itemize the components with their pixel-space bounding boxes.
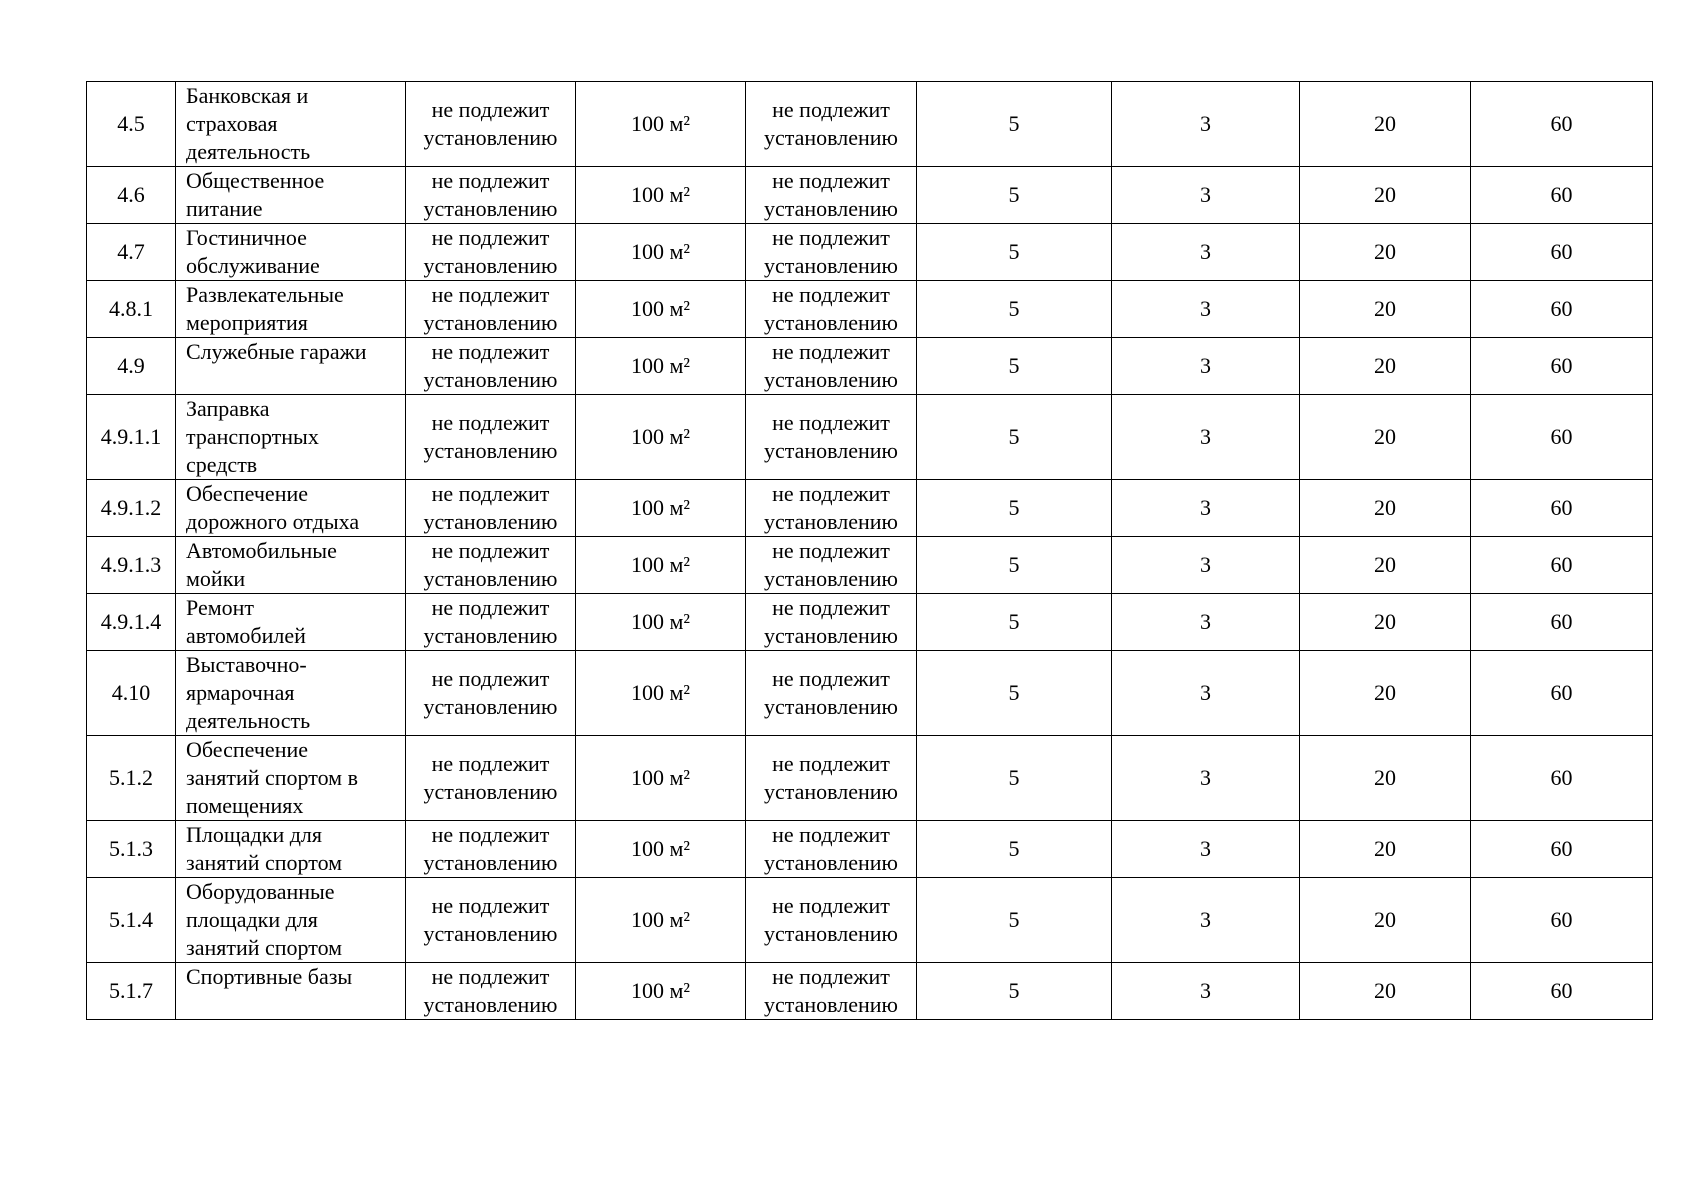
min-setback-cell: 5	[917, 651, 1112, 736]
max-area-cell: 100 м²	[576, 281, 746, 338]
max-height-cell: 20	[1300, 224, 1471, 281]
max-height-cell: 20	[1300, 338, 1471, 395]
code-cell: 4.9.1.4	[87, 594, 176, 651]
min-setback-cell: 5	[917, 537, 1112, 594]
min-width-cell-line: не подлежит	[772, 751, 890, 776]
min-width-cell-line: не подлежит	[772, 481, 890, 506]
table-row	[87, 167, 1653, 224]
max-coverage-cell: 60	[1471, 537, 1653, 594]
min-width-cell-line: не подлежит	[772, 410, 890, 435]
max-height-cell: 20	[1300, 167, 1471, 224]
land-use-name-cell	[176, 537, 406, 594]
code-cell: 4.5	[87, 82, 176, 167]
min-area-cell-line: установлению	[423, 367, 558, 392]
code-cell: 5.1.2	[87, 736, 176, 821]
min-width-cell	[746, 224, 917, 281]
table-row	[87, 594, 1653, 651]
table-row	[87, 224, 1653, 281]
max-coverage-cell: 60	[1471, 594, 1653, 651]
code-cell: 4.9.1.2	[87, 480, 176, 537]
table-row	[87, 395, 1653, 480]
max-height-cell: 20	[1300, 651, 1471, 736]
min-area-cell	[406, 82, 576, 167]
code-cell: 4.9.1.3	[87, 537, 176, 594]
land-use-name-cell	[176, 821, 406, 878]
min-area-cell	[406, 651, 576, 736]
min-setback-cell: 5	[917, 338, 1112, 395]
land-use-name-cell	[176, 594, 406, 651]
max-coverage-cell: 60	[1471, 736, 1653, 821]
max-coverage-cell: 60	[1471, 338, 1653, 395]
min-area-cell	[406, 537, 576, 594]
min-area-cell	[406, 338, 576, 395]
land-use-name-cell-line: Оборудованные	[186, 879, 335, 904]
min-setback-cell: 5	[917, 878, 1112, 963]
min-width-cell	[746, 821, 917, 878]
code-cell: 4.7	[87, 224, 176, 281]
max-area-cell: 100 м²	[576, 480, 746, 537]
min-width-cell-line: не подлежит	[772, 538, 890, 563]
min-area-cell-line: не подлежит	[431, 410, 550, 435]
min-width-cell-line: установлению	[763, 992, 898, 1017]
code-cell: 5.1.7	[87, 963, 176, 1020]
min-area-cell-line: установлению	[423, 125, 558, 150]
land-use-name-cell	[176, 878, 406, 963]
max-coverage-cell: 60	[1471, 167, 1653, 224]
max-floors-cell: 3	[1112, 651, 1300, 736]
max-floors-cell: 3	[1112, 82, 1300, 167]
min-width-cell-line: установлению	[763, 623, 898, 648]
max-coverage-cell: 60	[1471, 82, 1653, 167]
max-floors-cell: 3	[1112, 736, 1300, 821]
min-area-cell-line: установлению	[423, 566, 558, 591]
land-use-name-cell	[176, 224, 406, 281]
min-width-cell-line: не подлежит	[772, 822, 890, 847]
land-use-name-cell-line: деятельность	[186, 708, 311, 733]
land-use-name-cell-line: Площадки для	[186, 822, 323, 847]
min-area-cell-line: установлению	[423, 921, 558, 946]
land-use-name-cell-line: средств	[186, 452, 258, 477]
min-setback-cell: 5	[917, 480, 1112, 537]
min-area-cell	[406, 594, 576, 651]
min-area-cell-line: не подлежит	[431, 964, 550, 989]
min-area-cell-line: установлению	[423, 253, 558, 278]
max-coverage-cell: 60	[1471, 651, 1653, 736]
min-width-cell-line: установлению	[763, 921, 898, 946]
land-use-name-cell-line: занятий спортом в	[186, 765, 358, 790]
min-area-cell-line: не подлежит	[431, 595, 550, 620]
code-cell: 4.8.1	[87, 281, 176, 338]
min-width-cell-line: установлению	[763, 850, 898, 875]
min-width-cell-line: установлению	[763, 253, 898, 278]
land-use-name-cell-line: мойки	[186, 566, 246, 591]
max-height-cell: 20	[1300, 480, 1471, 537]
max-coverage-cell: 60	[1471, 281, 1653, 338]
code-cell: 4.9	[87, 338, 176, 395]
table-row	[87, 651, 1653, 736]
table-row	[87, 821, 1653, 878]
max-area-cell: 100 м²	[576, 821, 746, 878]
table-row	[87, 963, 1653, 1020]
min-width-cell-line: установлению	[763, 310, 898, 335]
min-area-cell-line: установлению	[423, 850, 558, 875]
land-use-name-cell	[176, 281, 406, 338]
max-height-cell: 20	[1300, 281, 1471, 338]
max-height-cell: 20	[1300, 736, 1471, 821]
min-setback-cell: 5	[917, 167, 1112, 224]
min-area-cell	[406, 395, 576, 480]
max-floors-cell: 3	[1112, 480, 1300, 537]
land-use-regulations-table	[86, 81, 1653, 1020]
land-use-name-cell-line: Заправка	[186, 396, 270, 421]
min-area-cell-line: не подлежит	[431, 751, 550, 776]
code-cell: 5.1.4	[87, 878, 176, 963]
max-area-cell: 100 м²	[576, 224, 746, 281]
max-area-cell: 100 м²	[576, 594, 746, 651]
min-width-cell-line: не подлежит	[772, 595, 890, 620]
min-width-cell-line: установлению	[763, 779, 898, 804]
max-floors-cell: 3	[1112, 281, 1300, 338]
min-area-cell-line: не подлежит	[431, 666, 550, 691]
code-cell: 5.1.3	[87, 821, 176, 878]
max-floors-cell: 3	[1112, 594, 1300, 651]
max-coverage-cell: 60	[1471, 395, 1653, 480]
land-use-name-cell-line: Развлекательные	[186, 282, 344, 307]
land-use-name-cell-line: Служебные гаражи	[186, 339, 367, 364]
max-floors-cell: 3	[1112, 878, 1300, 963]
min-setback-cell: 5	[917, 821, 1112, 878]
min-width-cell	[746, 338, 917, 395]
max-floors-cell: 3	[1112, 167, 1300, 224]
min-width-cell-line: не подлежит	[772, 893, 890, 918]
code-cell: 4.10	[87, 651, 176, 736]
table-row	[87, 736, 1653, 821]
min-width-cell-line: не подлежит	[772, 964, 890, 989]
max-coverage-cell: 60	[1471, 878, 1653, 963]
min-width-cell	[746, 594, 917, 651]
min-width-cell	[746, 651, 917, 736]
max-coverage-cell: 60	[1471, 821, 1653, 878]
land-use-name-cell-line: Гостиничное	[186, 225, 307, 250]
max-area-cell: 100 м²	[576, 338, 746, 395]
min-width-cell-line: установлению	[763, 367, 898, 392]
min-area-cell-line: установлению	[423, 438, 558, 463]
land-use-name-cell-line: обслуживание	[186, 253, 320, 278]
min-width-cell	[746, 480, 917, 537]
min-area-cell	[406, 736, 576, 821]
max-floors-cell: 3	[1112, 963, 1300, 1020]
table-row	[87, 281, 1653, 338]
land-use-name-cell-line: Выставочно-	[186, 652, 307, 677]
min-area-cell-line: установлению	[423, 196, 558, 221]
min-width-cell	[746, 736, 917, 821]
min-width-cell-line: не подлежит	[772, 666, 890, 691]
max-height-cell: 20	[1300, 395, 1471, 480]
min-width-cell-line: не подлежит	[772, 339, 890, 364]
min-width-cell	[746, 878, 917, 963]
max-height-cell: 20	[1300, 963, 1471, 1020]
min-width-cell	[746, 82, 917, 167]
land-use-name-cell	[176, 963, 406, 1020]
min-area-cell-line: не подлежит	[431, 893, 550, 918]
min-area-cell-line: не подлежит	[431, 481, 550, 506]
max-area-cell: 100 м²	[576, 878, 746, 963]
land-use-name-cell-line: страховая	[186, 111, 278, 136]
max-floors-cell: 3	[1112, 821, 1300, 878]
min-width-cell	[746, 167, 917, 224]
land-use-name-cell-line: ярмарочная	[186, 680, 295, 705]
land-use-name-cell	[176, 338, 406, 395]
min-area-cell	[406, 480, 576, 537]
min-area-cell-line: установлению	[423, 992, 558, 1017]
land-use-name-cell-line: мероприятия	[186, 310, 308, 335]
min-width-cell	[746, 963, 917, 1020]
max-coverage-cell: 60	[1471, 480, 1653, 537]
min-width-cell	[746, 281, 917, 338]
min-width-cell-line: установлению	[763, 509, 898, 534]
min-area-cell-line: установлению	[423, 694, 558, 719]
min-setback-cell: 5	[917, 281, 1112, 338]
min-area-cell	[406, 224, 576, 281]
max-floors-cell: 3	[1112, 338, 1300, 395]
min-setback-cell: 5	[917, 963, 1112, 1020]
land-use-name-cell-line: деятельность	[186, 139, 311, 164]
land-use-name-cell-line: площадки для	[186, 907, 318, 932]
min-area-cell	[406, 878, 576, 963]
min-width-cell-line: установлению	[763, 438, 898, 463]
land-use-name-cell-line: Ремонт	[186, 595, 255, 620]
land-use-name-cell	[176, 480, 406, 537]
min-width-cell-line: установлению	[763, 125, 898, 150]
min-area-cell	[406, 821, 576, 878]
min-area-cell-line: не подлежит	[431, 822, 550, 847]
land-use-name-cell	[176, 82, 406, 167]
table-row	[87, 878, 1653, 963]
land-use-name-cell-line: Обеспечение	[186, 737, 308, 762]
land-use-name-cell-line: Общественное	[186, 168, 325, 193]
min-setback-cell: 5	[917, 395, 1112, 480]
min-area-cell-line: не подлежит	[431, 168, 550, 193]
min-area-cell-line: не подлежит	[431, 339, 550, 364]
max-floors-cell: 3	[1112, 395, 1300, 480]
min-area-cell-line: установлению	[423, 310, 558, 335]
min-width-cell	[746, 395, 917, 480]
land-use-name-cell-line: питание	[186, 196, 263, 221]
max-height-cell: 20	[1300, 594, 1471, 651]
max-height-cell: 20	[1300, 878, 1471, 963]
min-setback-cell: 5	[917, 82, 1112, 167]
min-width-cell-line: не подлежит	[772, 282, 890, 307]
land-use-name-cell-line: Автомобильные	[186, 538, 337, 563]
max-area-cell: 100 м²	[576, 395, 746, 480]
max-height-cell: 20	[1300, 821, 1471, 878]
land-use-name-cell-line: Спортивные базы	[186, 964, 353, 989]
min-area-cell-line: не подлежит	[431, 538, 550, 563]
land-use-name-cell-line: занятий спортом	[186, 850, 343, 875]
table-row	[87, 537, 1653, 594]
min-width-cell-line: установлению	[763, 566, 898, 591]
table-row	[87, 480, 1653, 537]
min-width-cell-line: установлению	[763, 196, 898, 221]
table-row	[87, 338, 1653, 395]
min-width-cell-line: не подлежит	[772, 97, 890, 122]
land-use-name-cell	[176, 395, 406, 480]
max-height-cell: 20	[1300, 82, 1471, 167]
min-setback-cell: 5	[917, 224, 1112, 281]
max-floors-cell: 3	[1112, 224, 1300, 281]
max-area-cell: 100 м²	[576, 651, 746, 736]
min-area-cell-line: установлению	[423, 779, 558, 804]
code-cell: 4.6	[87, 167, 176, 224]
max-area-cell: 100 м²	[576, 82, 746, 167]
min-setback-cell: 5	[917, 736, 1112, 821]
land-use-name-cell	[176, 167, 406, 224]
min-width-cell-line: установлению	[763, 694, 898, 719]
max-coverage-cell: 60	[1471, 963, 1653, 1020]
max-area-cell: 100 м²	[576, 167, 746, 224]
min-area-cell-line: установлению	[423, 509, 558, 534]
min-width-cell-line: не подлежит	[772, 168, 890, 193]
max-area-cell: 100 м²	[576, 736, 746, 821]
min-area-cell	[406, 167, 576, 224]
land-use-name-cell-line: занятий спортом	[186, 935, 343, 960]
land-use-name-cell-line: дорожного отдыха	[186, 509, 360, 534]
max-area-cell: 100 м²	[576, 963, 746, 1020]
max-coverage-cell: 60	[1471, 224, 1653, 281]
land-use-name-cell-line: Банковская и	[186, 83, 309, 108]
land-use-name-cell-line: автомобилей	[186, 623, 306, 648]
max-height-cell: 20	[1300, 537, 1471, 594]
min-setback-cell: 5	[917, 594, 1112, 651]
land-use-name-cell-line: транспортных	[186, 424, 319, 449]
min-width-cell	[746, 537, 917, 594]
min-area-cell-line: не подлежит	[431, 225, 550, 250]
min-area-cell	[406, 963, 576, 1020]
land-use-name-cell-line: помещениях	[186, 793, 304, 818]
land-use-name-cell-line: Обеспечение	[186, 481, 308, 506]
code-cell: 4.9.1.1	[87, 395, 176, 480]
min-area-cell-line: не подлежит	[431, 282, 550, 307]
min-area-cell-line: установлению	[423, 623, 558, 648]
table-row	[87, 82, 1653, 167]
min-area-cell	[406, 281, 576, 338]
land-use-name-cell	[176, 651, 406, 736]
max-floors-cell: 3	[1112, 537, 1300, 594]
land-use-name-cell	[176, 736, 406, 821]
min-area-cell-line: не подлежит	[431, 97, 550, 122]
max-area-cell: 100 м²	[576, 537, 746, 594]
min-width-cell-line: не подлежит	[772, 225, 890, 250]
table-body	[87, 82, 1653, 1020]
